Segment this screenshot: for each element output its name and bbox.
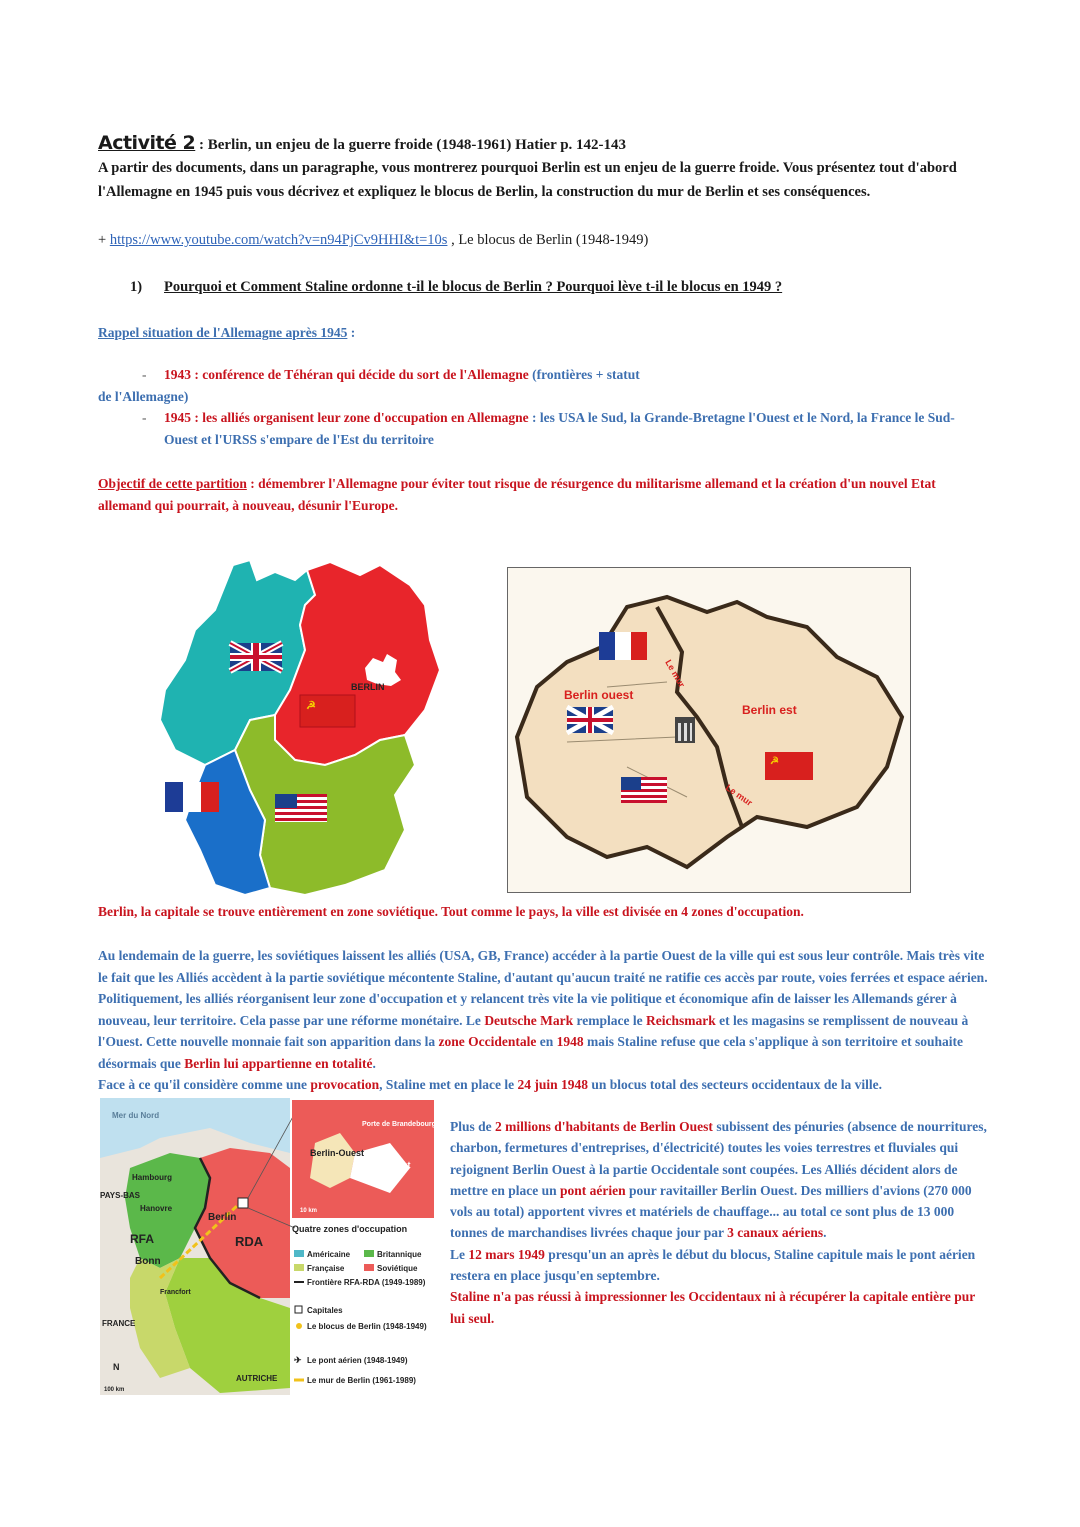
paragraph-1 (98, 945, 988, 1074)
link-prefix: + (98, 232, 110, 248)
text-run: remplace le (573, 1012, 647, 1028)
question-1 (130, 277, 990, 297)
bullet-1945 (164, 407, 984, 450)
text-run: . (372, 1055, 376, 1071)
objectif-label: Objectif de cette partition (98, 476, 247, 491)
bullet-dash: - (142, 367, 147, 382)
legend-francaise: Française (307, 1264, 345, 1273)
text-run: Plus de (450, 1119, 496, 1134)
francfort-label: Francfort (160, 1289, 191, 1296)
activity-label: Activité 2 (98, 132, 196, 154)
text-run: subissent des pénuries (absence de nourritures, charbon, fermetures d'entreprises, d'électricité) toutes les voies terrestres et fluviales qui rejoignent Berlin Ouest à la partie Occidentale sont coupées. Les Alliés décident alors de mettre en place un (450, 1119, 987, 1198)
question-number: 1) (130, 279, 143, 295)
text-run: , Staline met en place le (379, 1077, 518, 1092)
ussr-flag-icon (765, 752, 813, 780)
text-run: pour ravitailler Berlin Ouest. Des milliers d'avions (270 000 vols au total) apportent vivres et matériels de chauffage... au total ce sont plus de 13 000 tonnes de marchandises livrées chaque jour par (450, 1182, 972, 1241)
rappel-colon: : (347, 325, 356, 340)
link-suffix: , Le blocus de Berlin (1948-1949) (447, 232, 649, 248)
uk-flag-icon (230, 643, 282, 671)
zone-occidentale: zone Occidentale (438, 1034, 537, 1049)
berlin-box (238, 1198, 248, 1208)
rappel-label: Rappel situation de l'Allemagne après 1945 (98, 325, 348, 340)
map-caption: Berlin, la capitale se trouve entièrement en zone soviétique. Tout comme le pays, la ville est divisée en 4 zones d'occupation. (98, 904, 804, 919)
rappel-heading (98, 323, 355, 343)
main-paragraph (98, 945, 988, 1096)
canaux-aeriens: 3 canaux aériens (727, 1225, 824, 1241)
sea-label: Mer du Nord (112, 1111, 160, 1120)
video-line (98, 230, 998, 250)
airlift-text (450, 1116, 990, 1329)
legend-mur: Le mur de Berlin (1961-1989) (307, 1376, 416, 1385)
berlin-totalite: Berlin lui appartienne en totalité (184, 1055, 373, 1071)
airlift-paragraph (450, 1116, 990, 1244)
bullet-1945-red: 1945 : les alliés organisent leur zone d'occupation en Allemagne (164, 410, 529, 425)
objectif-text: : démembrer l'Allemagne pour éviter tout risque de résurgence du militarisme allemand et la création d'un nouvel Etat allemand qui pourrait, à nouveau, désunir l'Europe. (98, 476, 936, 513)
text-run: Face à ce qu'il considère comme une (98, 1077, 311, 1092)
text-run: mais Staline refuse que cela s'applique à son territoire et souhaite désormais que (98, 1034, 963, 1071)
legend-sovietique: Soviétique (377, 1264, 418, 1273)
activity-title (98, 133, 998, 155)
wall-label-2: Le mur (723, 782, 755, 808)
ussr-flag-icon (300, 695, 355, 727)
bullet-1945-blue: : les USA le Sud, la Grande-Bretagne l'Ouest et le Nord, la France le Sud-Ouest et l'URSS s'empare de l'Est du territoire (164, 410, 955, 447)
hanovre-label: Hanovre (140, 1204, 173, 1213)
paragraph-2 (98, 1074, 988, 1096)
text-run: presqu'un an après le début du blocus, Staline capitule mais le pont aérien restera en place jusqu'en septembre. (450, 1246, 976, 1284)
svg-text:☭: ☭ (770, 756, 779, 767)
blockade-date: 24 juin 1948 (517, 1077, 588, 1092)
legend-capitales: Capitales (307, 1306, 343, 1315)
france-flag-icon (165, 782, 219, 812)
activity-subtitle: : Berlin, un enjeu de la guerre froide (1948-1961) Hatier p. 142-143 (195, 137, 627, 153)
bonn-label: Bonn (135, 1256, 161, 1267)
paysbas-label: PAYS-BAS (100, 1191, 141, 1200)
berlin-ouest-label: Berlin ouest (564, 688, 634, 702)
us-flag-icon (621, 777, 667, 803)
legend-americaine: Américaine (307, 1250, 351, 1259)
brandenburg-gate-icon (675, 717, 695, 743)
text-run: Le (450, 1246, 469, 1262)
uk-flag-icon (567, 707, 613, 733)
text-run: en (536, 1034, 557, 1049)
reichsmark: Reichsmark (646, 1012, 716, 1028)
population-figure: 2 millions d'habitants de Berlin Ouest (495, 1119, 713, 1134)
bullet-1943-continuation: de l'Allemagne) (98, 389, 189, 404)
france-flag-icon (599, 632, 647, 660)
deutsche-mark: Deutsche Mark (484, 1012, 574, 1028)
berlin-sectors-map (507, 567, 911, 893)
wall-label-1: Le mur (663, 658, 687, 689)
plane-icon: ✈ (294, 1355, 302, 1365)
inset-est-label: Berlin-Est (368, 1160, 411, 1170)
us-flag-icon (275, 794, 327, 822)
scale-label: 100 km (104, 1387, 125, 1393)
bullet-1943-red: 1943 : conférence de Téhéran qui décide du sort de l'Allemagne (164, 367, 529, 382)
question-text: Pourquoi et Comment Staline ordonne t-il le blocus de Berlin ? Pourquoi lève t-il le blocus en 1949 ? (164, 279, 783, 295)
year-1948: 1948 (556, 1034, 584, 1049)
pont-aerien: pont aérien (559, 1182, 626, 1198)
instructions: A partir des documents, dans un paragraphe, vous montrerez pourquoi Berlin est un enjeu de la guerre froide. Vous présentez tout d'abord l'Allemagne en 1945 puis vous décrivez et expliquez le blocus de Berlin, la construction du mur de Berlin et ses conséquences. (98, 160, 957, 200)
legend-britannique: Britannique (377, 1250, 422, 1259)
legend-blocus: Le blocus de Berlin (1948-1949) (307, 1322, 427, 1331)
end-blockade-paragraph (450, 1244, 990, 1287)
inset-scale-label: 10 km (300, 1208, 318, 1214)
germany-zones-map (155, 550, 445, 900)
occupation-zones-map (100, 1098, 436, 1395)
legend-title: Quatre zones d'occupation (292, 1224, 408, 1234)
svg-text:☭: ☭ (306, 700, 316, 712)
legend-pont: Le pont aérien (1948-1949) (307, 1356, 408, 1365)
legend-frontiere: Frontière RFA-RDA (1949-1989) (307, 1278, 426, 1287)
hambourg-label: Hambourg (132, 1173, 172, 1182)
text-run: un blocus total des secteurs occidentaux de la ville. (587, 1077, 882, 1092)
bullet-1943 (142, 364, 992, 386)
bullet-dash (142, 407, 164, 429)
text-run: . (823, 1225, 827, 1241)
end-date: 12 mars 1949 (468, 1246, 545, 1262)
provocation: provocation (310, 1077, 380, 1092)
berlin-est-label: Berlin est (742, 703, 797, 717)
berlin-label: Berlin (208, 1212, 237, 1223)
france-label: FRANCE (102, 1319, 136, 1328)
bullet-1943-blue: (frontières + statut (528, 367, 640, 382)
text-run: Au lendemain de la guerre, les soviétiques laissent les alliés (USA, GB, France) accéder à la partie Ouest de la ville qui est sous leur contrôle. Mais très vite le fait que les Alliés accèdent à la partie soviétique mécontente Staline, d'autant qu'aucun traité ne ratifie ces accès par route, voies ferrées et espace aérien. Politiquement, les alliés réorganisent leur zone d'occupation et y relancent très vite la vie politique et économique afin de laisser les Allemands gérer à nouveau, leur territoire. Cela passe par une réforme monétaire. Le (98, 948, 988, 1028)
text-run: et les magasins se remplissent de nouveau à l'Ouest. Cette nouvelle monnaie fait son apparition dans la (98, 1012, 969, 1049)
north-icon: N (113, 1362, 120, 1372)
rda-label: RDA (235, 1234, 264, 1249)
objectif (98, 473, 988, 516)
inset-porte-label: Porte de Brandebourg (362, 1121, 436, 1128)
autriche-label: AUTRICHE (236, 1374, 278, 1383)
inset-ouest-label: Berlin-Ouest (310, 1148, 365, 1158)
berlin-label: BERLIN (351, 682, 385, 692)
youtube-link[interactable]: https://www.youtube.com/watch?v=n94PjCv9HHI&t=10s (109, 232, 448, 248)
rfa-label: RFA (130, 1232, 154, 1246)
bullet-dash-mark: - (142, 410, 147, 425)
conclusion: Staline n'a pas réussi à impressionner les Occidentaux ni à récupérer la capitale entière pur lui seul. (450, 1289, 975, 1326)
